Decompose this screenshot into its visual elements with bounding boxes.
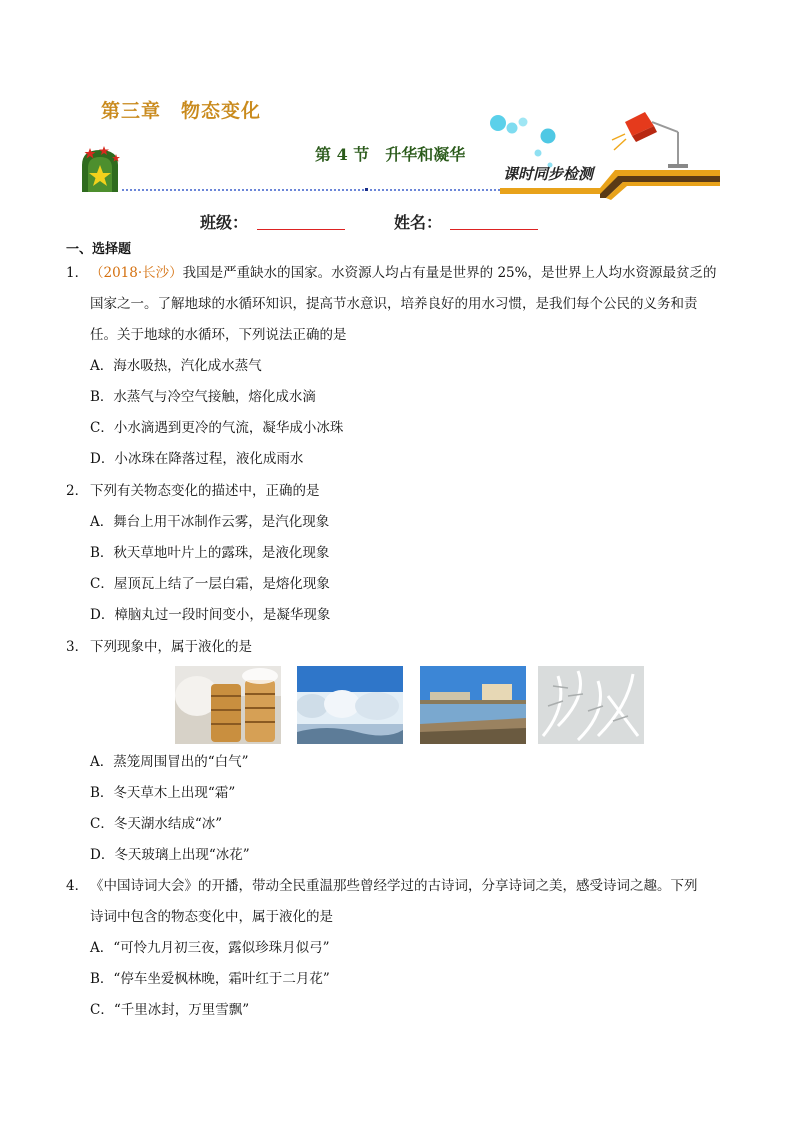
option-a: A．海水吸热，汽化成水蒸气: [90, 358, 262, 374]
question-number: 4．: [66, 878, 89, 894]
question-4: [66, 871, 726, 902]
option-b: B．秋天草地叶片上的露珠，是液化现象: [90, 545, 330, 561]
question-stem: 下列有关物态变化的描述中，正确的是: [90, 483, 320, 499]
question-number: 1．: [66, 265, 89, 281]
question-3: [66, 632, 726, 663]
option-a: A．“可怜九月初三夜，露似珍珠月似弓”: [90, 940, 330, 956]
question-stem: 《中国诗词大会》的开播，带动全民重温那些曾经学过的古诗词，分享诗词之美，感受诗词之趣。下列: [90, 878, 698, 894]
section-heading: 一、选择题: [66, 242, 132, 257]
option-a: A．舞台上用干冰制作云雾，是汽化现象: [90, 514, 330, 530]
bubbles-icon: [490, 115, 556, 168]
question-stem: 我国是严重缺水的国家。水资源人均占有量是世界的 25%，是世界上人均水资源最贫乏的: [182, 265, 717, 281]
option-c: C．小水滴遇到更冷的气流，凝华成小冰珠: [90, 420, 344, 436]
class-label: 班级：: [200, 213, 249, 232]
badge-text: 课时同步检测: [503, 165, 594, 183]
question-stem-line: 诗词中包含的物态变化中，属于液化的是: [90, 909, 333, 925]
question-source: （2018·长沙）: [90, 265, 183, 281]
ice-flower-photo: [538, 666, 644, 744]
question-number: 2．: [66, 483, 89, 499]
question-stem: 下列现象中，属于液化的是: [90, 639, 252, 655]
question-1: [66, 258, 726, 289]
option-d: D．冬天玻璃上出现“冰花”: [90, 847, 250, 863]
option-c: C．冬天湖水结成“冰”: [90, 816, 223, 832]
class-field[interactable]: [257, 211, 345, 230]
question-stem-line: 任。关于地球的水循环，下列说法正确的是: [90, 327, 347, 343]
option-c: C．“千里冰封，万里雪飘”: [90, 1002, 250, 1018]
frost-trees-photo: [297, 666, 403, 744]
option-d: D．小冰珠在降落过程，液化成雨水: [90, 451, 304, 467]
star-badge-icon: [82, 146, 120, 192]
option-d: D．樟脑丸过一段时间变小，是凝华现象: [90, 607, 331, 623]
name-label: 姓名：: [394, 213, 443, 232]
section-title: 第 4 节 升华和凝华: [315, 145, 466, 164]
question-stem-line: 国家之一。了解地球的水循环知识，提高节水意识，培养良好的用水习惯，是我们每个公民的义务和责: [90, 296, 698, 312]
option-c: C．屋顶瓦上结了一层白霜，是熔化现象: [90, 576, 330, 592]
name-field[interactable]: [450, 211, 538, 230]
option-b: B．“停车坐爱枫林晚，霜叶红于二月花”: [90, 971, 330, 987]
question-number: 3．: [66, 639, 89, 655]
steamer-photo: [175, 666, 281, 744]
question-2: [66, 476, 726, 507]
frozen-lake-photo: [420, 666, 526, 744]
chapter-title: 第三章 物态变化: [101, 100, 262, 122]
option-b: B．水蒸气与冷空气接触，熔化成水滴: [90, 389, 316, 405]
option-a: A．蒸笼周围冒出的“白气”: [90, 754, 249, 770]
option-b: B．冬天草木上出现“霜”: [90, 785, 236, 801]
lamp-icon: [612, 112, 688, 168]
